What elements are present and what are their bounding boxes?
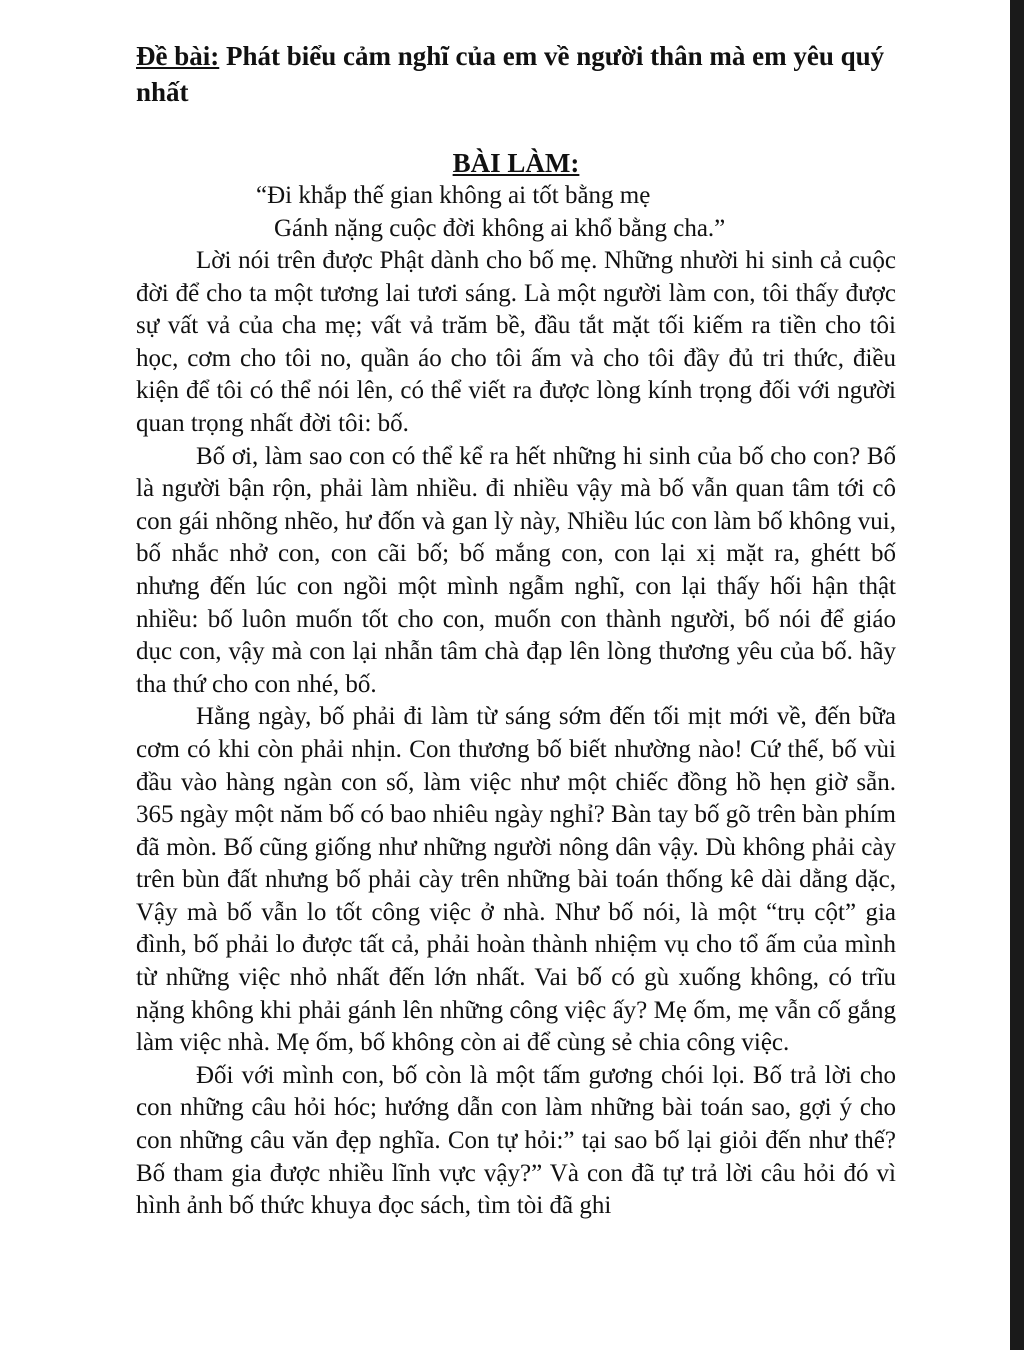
essay-body <box>136 38 896 1223</box>
verse-line: Gánh nặng cuộc đời không ai khổ bằng cha.” <box>274 214 726 242</box>
topic-label: Đề bài: <box>136 41 220 71</box>
scan-edge <box>1010 0 1024 1350</box>
essay-heading: BÀI LÀM: <box>452 148 580 178</box>
paragraph: Đối với mình con, bố còn là một tấm gương chói lọi. Bố trả lời cho con những câu hỏi hóc; hướng dẫn con làm những bài toán sao, gợi ý cho con những câu văn đẹp nghĩa. Con tự hỏi:” tại sao bố lại giỏi đến như thế? Bố tham gia được nhiều lĩnh vực vậy?” Và con đã tự trả lời câu hỏi đó vì hình ảnh bố thức khuya đọc sách, tìm tòi đã ghi <box>136 1061 896 1220</box>
topic-text: Phát biểu cảm nghĩ của em về người thân mà em yêu quý nhất <box>136 41 885 107</box>
paragraph: Lời nói trên được Phật dành cho bố mẹ. Những nhười hi sinh cả cuộc đời để cho ta một tương lai tươi sáng. Là một người làm con, tôi thấy được sự vất vả của cha mẹ; vất vả trăm bề, đầu tắt mặt tối kiếm ra tiền cho tôi học, cơm cho tôi no, quần áo cho tôi ấm và cho tôi đầy đủ tri thức, điều kiện để tôi có thể nói lên, có thể viết ra được lòng kính trọng đối với người quan trọng nhất đời tôi: bố. <box>136 247 896 437</box>
verse-line: “Đi khắp thế gian không ai tốt bằng mẹ <box>256 182 651 209</box>
paragraph: Hằng ngày, bố phải đi làm từ sáng sớm đến tối mịt mới về, đến bữa cơm có khi còn phải nhịn. Con thương bố biết nhường nào! Cứ thế, bố vùi đầu vào hàng ngàn con số, làm việc như một chiếc đồng hồ hẹn giờ sẵn. 365 ngày một năm bố có bao nhiêu ngày nghỉ? Bàn tay bố gõ trên bàn phím đã mòn. Bố cũng giống như những người nông dân vậy. Dù không phải cày trên bùn đất nhưng bố phải cày trên những bài toán thống kê dài dằng dặc, Vậy mà bố vẫn lo tốt công việc ở nhà. Như bố nói, là một “trụ cột” gia đình, bố phải lo được tất cả, phải hoàn thành nhiệm vụ cho tổ ấm của mình từ những việc nhỏ nhất đến lớn nhất. Vai bố có gù xuống không, có trĩu nặng không khi phải gánh lên những công việc ấy? Mẹ ốm, mẹ vẫn cố gắng làm việc nhà. Mẹ ốm, bố không còn ai để cùng sẻ chia công việc. <box>136 703 896 1057</box>
essay-topic <box>136 38 896 110</box>
paragraph: Bố ơi, làm sao con có thể kể ra hết những hi sinh của bố cho con? Bố là người bận rộn, phải làm nhiều. đi nhiều vậy mà bố vẫn quan tâm tới cô con gái nhõng nhẽo, hư đốn và gan lỳ này, Nhiều lúc con làm bố không vui, bố nhắc nhở con, con cãi bố; bố mắng con, con lại xị mặt ra, ghétt bố nhưng đến lúc con ngồi một mình ngẫm nghĩ, con lại thấy hối hận thật nhiều: bố luôn muốn tốt cho con, muốn con thành người, bố nói để giáo dục con, vậy mà con lại nhẫn tâm chà đạp lên lòng thương yêu của bố. hãy tha thứ cho con nhé, bố. <box>136 442 896 698</box>
